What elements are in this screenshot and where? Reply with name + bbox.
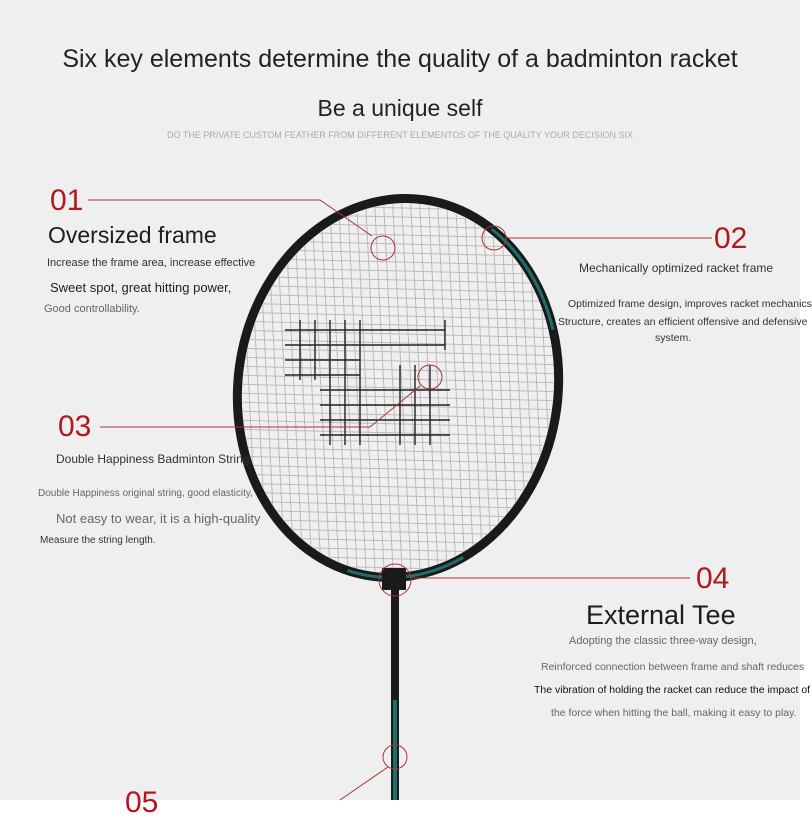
feature-line: Increase the frame area, increase effective [47, 257, 256, 269]
string [536, 190, 556, 590]
feature-number-02: 02 [714, 222, 748, 255]
feature-line: Structure, creates an efficient offensive and defensive [558, 316, 808, 328]
string [230, 321, 570, 329]
feature-number-01: 01 [50, 184, 84, 217]
page-subtitle: Be a unique self [317, 95, 483, 121]
string [230, 447, 570, 455]
string [230, 276, 570, 284]
t-joint [382, 568, 406, 590]
feature-title-02: Mechanically optimized racket frame [579, 261, 774, 275]
string [230, 555, 570, 563]
feature-line: Double Happiness original string, good elasticity, [38, 488, 253, 499]
feature-line: Not easy to wear, it is a high-quality [56, 511, 261, 526]
string [230, 240, 570, 248]
feature-line: the force when hitting the ball, making it easy to play. [551, 707, 797, 719]
string [230, 330, 570, 338]
feature-number-04: 04 [696, 562, 730, 595]
feature-line: system. [655, 332, 692, 344]
string [230, 222, 570, 230]
feature-title-01: Oversized frame [48, 222, 217, 248]
string [563, 190, 583, 590]
feature-number-05: 05 [125, 786, 159, 819]
string [527, 190, 547, 590]
string [230, 285, 570, 293]
page-tagline: DO THE PRIVATE CUSTOM FEATHER FROM DIFFERENT ELEMENTOS OF THE QUALITY YOUR DECISION SIX [167, 130, 633, 140]
feature-line: Adopting the classic three-way design, [569, 635, 757, 647]
feature-line: The vibration of holding the racket can reduce the impact of [534, 684, 811, 696]
string [230, 465, 570, 473]
string [230, 456, 570, 464]
feature-line: Optimized frame design, improves racket mechanics [568, 298, 812, 310]
string [230, 546, 570, 554]
string [239, 190, 259, 590]
string [257, 190, 277, 590]
feature-title-03: Double Happiness Badminton String [56, 452, 250, 466]
feature-title-04: External Tee [586, 600, 736, 630]
string [518, 190, 538, 590]
feature-number-03: 03 [58, 410, 92, 443]
feature-line: Measure the string length. [40, 535, 156, 546]
feature-line: Good controllability. [44, 303, 140, 315]
string [248, 190, 268, 590]
string [230, 213, 570, 221]
feature-line: Sweet spot, great hitting power, [50, 280, 232, 295]
page-title: Six key elements determine the quality of a badminton racket [62, 45, 738, 73]
string [230, 204, 570, 212]
feature-line: Reinforced connection between frame and shaft reduces [541, 661, 805, 673]
